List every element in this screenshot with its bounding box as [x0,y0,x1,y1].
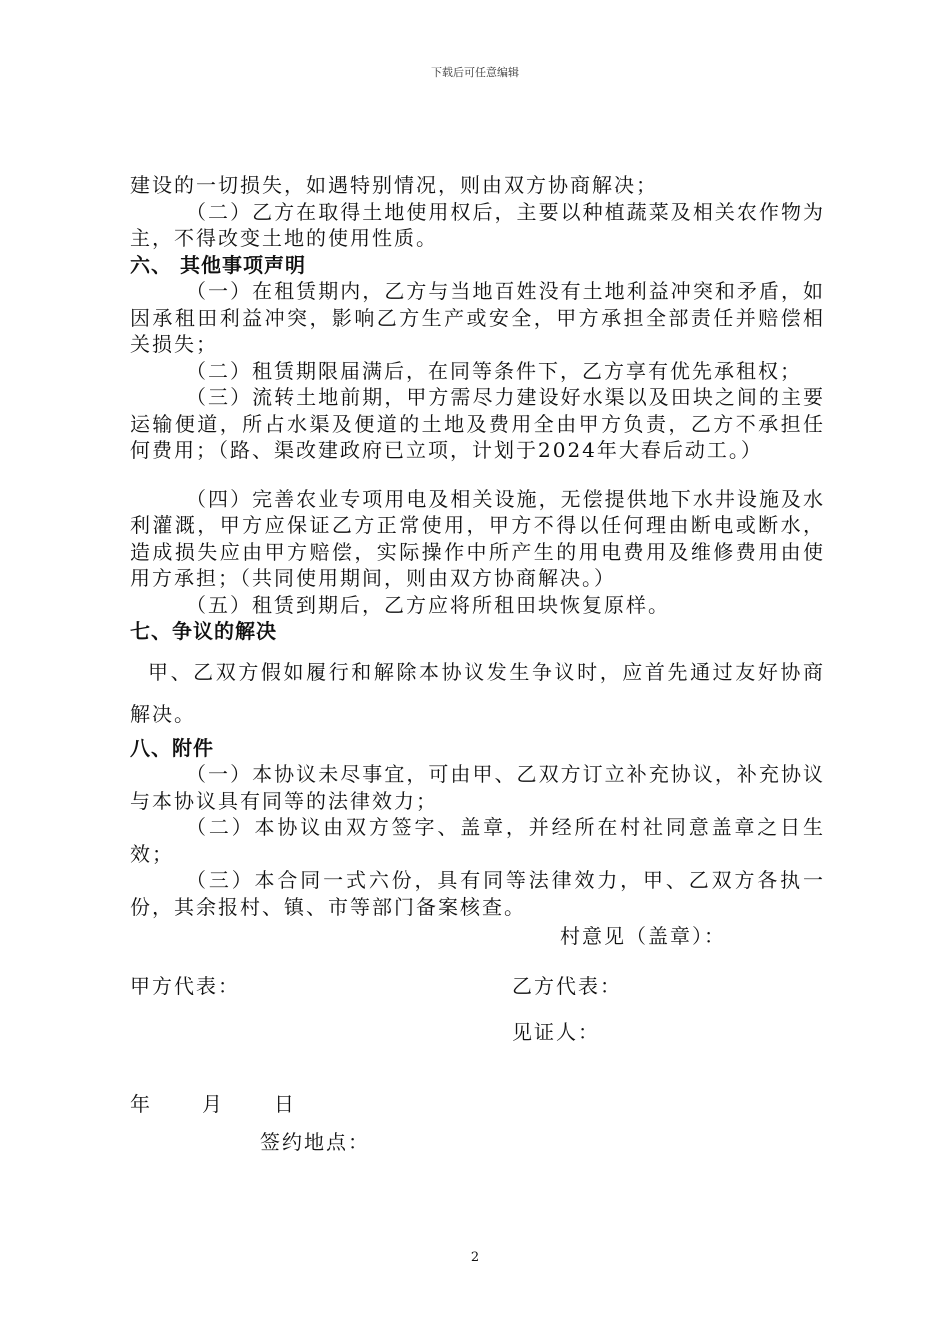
section-heading-7: 七、争议的解决 [130,619,277,643]
paragraph-6-1: （一）在租赁期内，乙方与当地百姓没有土地利益冲突和矛盾，如因承租田利益冲突，影响乙方生产或安全，甲方承担全部责任并赔偿相关损失； [130,279,825,356]
section-heading-6: 六、 其他事项声明 [130,252,306,277]
paragraph-6-5: （五）租赁到期后，乙方应将所租田块恢复原样。 [186,592,670,617]
paragraph-land-use: （二）乙方在取得土地使用权后，主要以种植蔬菜及相关农作物为主，不得改变土地的使用性质。 [130,199,825,250]
party-b-label: 乙方代表： [512,974,622,998]
section-heading-8: 八、附件 [130,735,214,760]
paragraph-6-4: （四）完善农业专项用电及相关设施，无偿提供地下水井设施及水利灌溉，甲方应保证乙方正常使用，甲方不得以任何理由断电或断水，造成损失应由甲方赔偿，实际操作中所产生的用电费用及维修费用由使用方承担；（共同使用期间，则由双方协商解决。） [130,486,825,590]
paragraph-6-3: （三）流转土地前期，甲方需尽力建设好水渠以及田块之间的主要运输便道，所占水渠及便道的土地及费用全由甲方负责，乙方不承担任何费用；（路、渠改建政府已立项，计划于2024年大春后动工。） [130,385,825,462]
date-year-label: 年 [130,1092,152,1116]
spacer [130,464,825,486]
paragraph-6-2: （二）租赁期限届满后，在同等条件下，乙方享有优先承租权； [186,358,802,383]
header-note: 下载后可任意编辑 [431,66,519,79]
signing-place-label: 签约地点： [260,1130,370,1154]
document-body [130,172,825,920]
party-a-label: 甲方代表： [130,974,240,998]
date-day-label: 日 [274,1092,296,1116]
witness-label: 见证人： [512,1020,600,1044]
paragraph-7-1: 甲、乙双方假如履行和解除本协议发生争议时，应首先通过友好协商解决。 [130,659,825,726]
paragraph-8-1: （一）本协议未尽事宜，可由甲、乙双方订立补充协议，补充协议与本协议具有同等的法律效力； [130,762,825,813]
paragraph-8-3: （三）本合同一式六份，具有同等法律效力，甲、乙双方各执一份，其余报村、镇、市等部门备案核查。 [130,868,825,919]
paragraph-loss-clause: 建设的一切损失，如遇特别情况，则由双方协商解决； [130,173,658,197]
village-opinion-label: 村意见（盖章）： [560,924,726,948]
paragraph-8-2: （二）本协议由双方签字、盖章，并经所在村社同意盖章之日生效； [130,815,825,866]
page-number: 2 [470,1250,480,1265]
date-month-label: 月 [202,1092,224,1116]
